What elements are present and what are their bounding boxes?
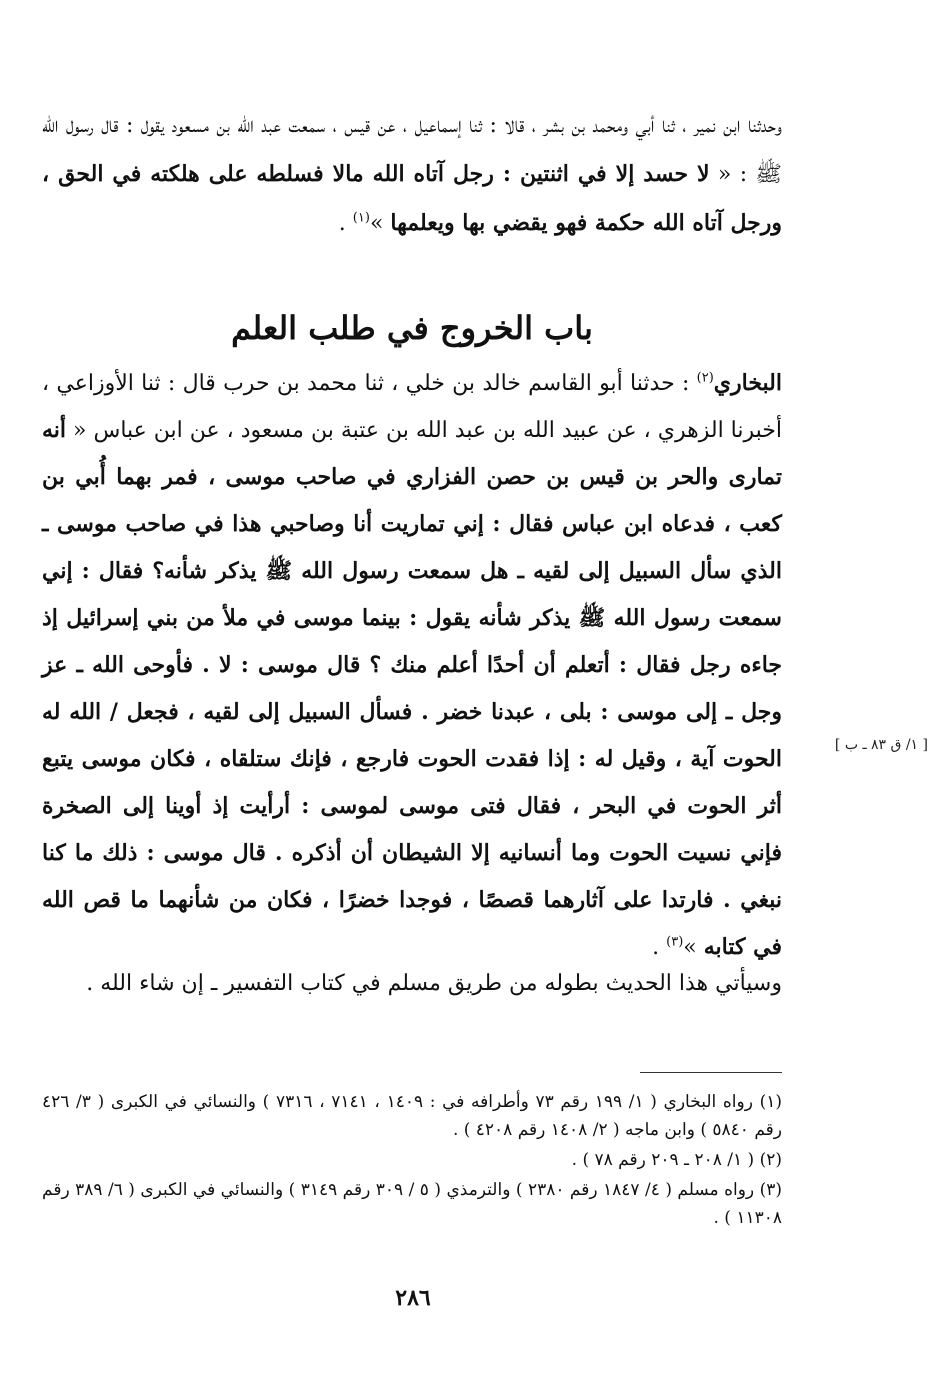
hadith-1-matn: لا حسد إلا في اثنتين : رجل آتاه الله مالا فسلطه على هلكته في الحق ، ورجل آتاه الله حكمة فهو يقضي بها ويعلمها xyxy=(42,161,782,236)
footnote-ref-1[interactable]: (١) xyxy=(352,210,370,226)
hadith-2-matn: أنه تمارى والحر بن قيس بن حصن الفزاري في صاحب موسى ، فمر بهما أُبي بن كعب ، فدعاه ابن عباس فقال : إني تماريت أنا وصاحبي هذا في صاحب موسى ـ الذي سأل السبيل إلى لقيه ـ هل سمعت رسول الله ﷺ يذكر شأنه؟ فقال : إني سمعت رسول الله ﷺ يذكر شأنه يقول : بينما موسى في ملأ من بني إسرائيل إذ جاءه رجل فقال : أتعلم أن أحدًا أعلم منك ؟ قال موسى : لا . فأوحى الله ـ عز وجل ـ إلى موسى : بلى ، عبدنا خضر . فسأل السبيل إلى لقيه ، فجعل / الله له الحوت آية ، وقيل له : إذا فقدت الحوت فارجع ، فإنك ستلقاه ، فكان موسى يتبع أثر الحوت في البحر ، فقال فتى موسى لموسى : أرأيت إذ أوينا إلى الصخرة فإني نسيت الحوت وما أنسانيه إلا الشيطان أن أذكره . قال موسى : ذلك ما كنا نبغي . فارتدا على آثارهما قصصًا ، فوجدا خضرًا ، فكان من شأنهما ما قص الله في كتابه xyxy=(42,417,782,960)
hadith-paragraph-2 xyxy=(42,360,782,971)
footnotes-section xyxy=(42,1088,782,1234)
footnote-divider xyxy=(640,1072,782,1073)
page-number: ٢٨٦ xyxy=(395,1285,431,1311)
hadith-1-end: . xyxy=(338,211,353,236)
chapter-title: باب الخروج في طلب العلم xyxy=(231,309,593,347)
footnote-3: (٣) رواه مسلم ( ٤/ ١٨٤٧ رقم ٢٣٨٠ ) والترمذي ( ٥ / ٣٠٩ رقم ٣١٤٩ ) والنسائي في الكبرى ( ٦/ ٣٨٩ رقم ١١٣٠٨ ) . xyxy=(42,1180,782,1228)
hadith-2-source: البخاري xyxy=(713,370,782,396)
hadith-2-end: . xyxy=(652,935,667,960)
closing-paragraph: وسيأتي هذا الحديث بطوله من طريق مسلم في كتاب التفسير ـ إن شاء الله . xyxy=(86,971,782,996)
footnote-1: (١) رواه البخاري ( ١/ ١٩٩ رقم ٧٣ وأطرافه في : ١٤٠٩ ، ٧١٤١ ، ٧٣١٦ ) والنسائي في الكبرى ( ٣/ ٤٢٦ رقم ٥٨٤٠ ) وابن ماجه ( ٢/ ١٤٠٨ رقم ٤٢٠٨ ) . xyxy=(42,1092,782,1140)
footnote-ref-3[interactable]: (٣) xyxy=(666,934,684,950)
hadith-1-isnad: وحدثنا ابن نمير ، ثنا أبي ومحمد بن بشر ، قالا : ثنا إسماعيل ، عن قيس ، سمعت عبد الله بن مسعود يقول : قال رسول الله ﷺ : « xyxy=(42,113,782,187)
hadith-paragraph-1 xyxy=(42,102,782,248)
footnote-2: (٢) ( ١/ ٢٠٨ ـ ٢٠٩ رقم ٧٨ ) . xyxy=(571,1150,782,1170)
hadith-1-quote-end: » xyxy=(369,211,391,236)
hadith-2-quote-end: » xyxy=(683,935,704,960)
footnote-ref-2[interactable]: (٢) xyxy=(696,370,714,386)
hadith-2-isnad: : حدثنا أبو القاسم خالد بن خلي ، ثنا محمد بن حرب قال : ثنا الأوزاعي ، أخبرنا الزهري ، عن عبيد الله بن عبد الله بن عتبة بن مسعود ، عن ابن عباس « xyxy=(42,371,782,443)
manuscript-folio-note: [ ١/ ق ٨٣ ـ ب ] xyxy=(834,737,928,753)
